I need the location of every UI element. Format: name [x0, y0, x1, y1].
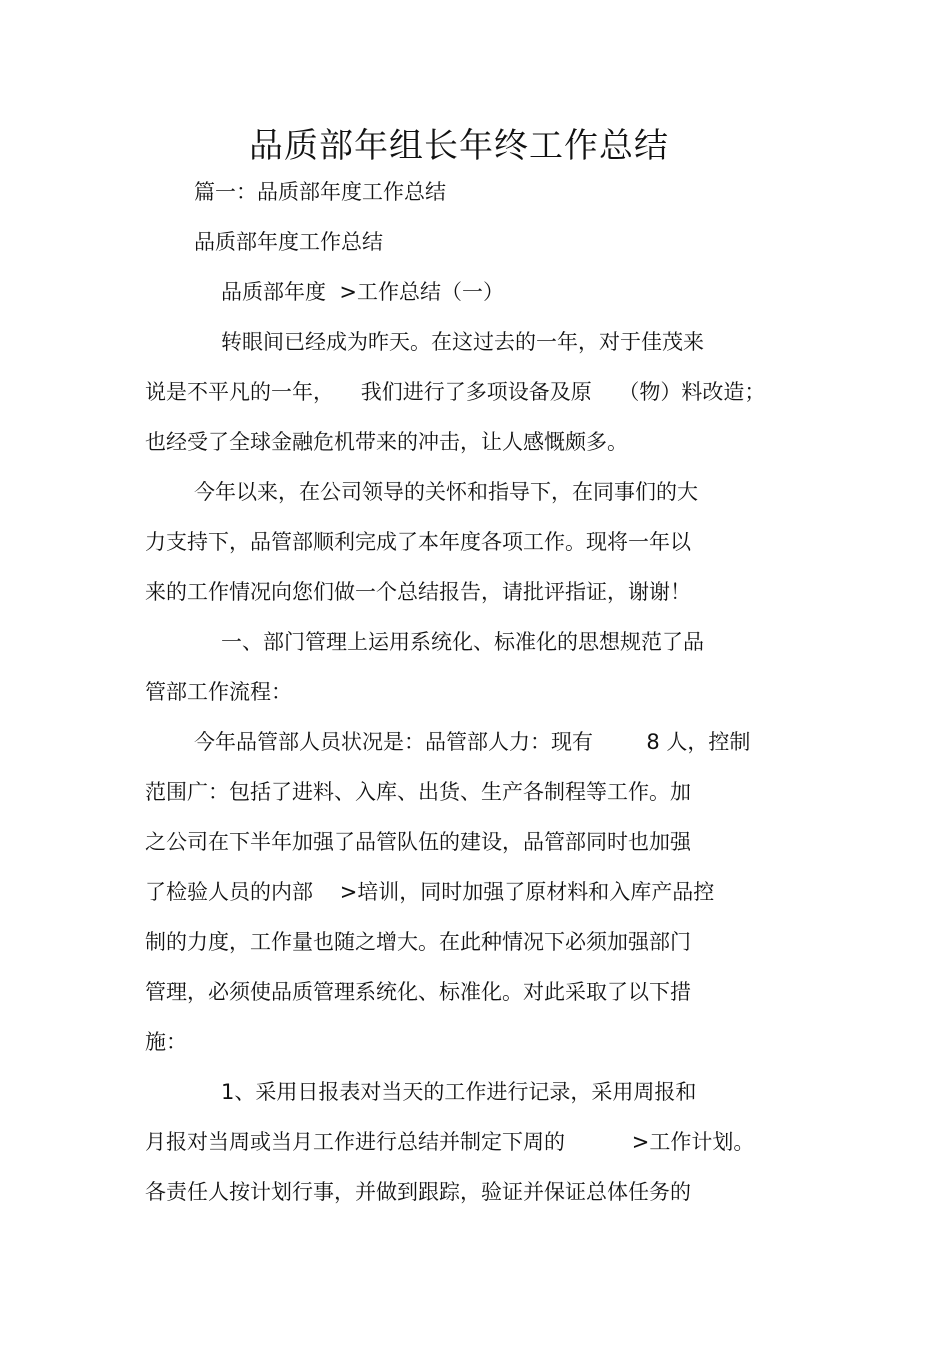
paragraph-line: 管理，必须使品质管理系统化、标准化。对此采取了以下措 [145, 980, 691, 1004]
paragraph-line: 今年品管部人员状况是：品管部人力：现有 8 人，控制 [194, 730, 751, 754]
paragraph-line: 月报对当周或当月工作进行总结并制定下周的 >工作计划。 [145, 1130, 755, 1154]
paragraph-line: 来的工作情况向您们做一个总结报告，请批评指证，谢谢！ [145, 580, 691, 604]
paragraph-line: 之公司在下半年加强了品管队伍的建设，品管部同时也加强 [145, 830, 691, 854]
paragraph-line: 范围广：包括了进料、入库、出货、生产各制程等工作。加 [145, 780, 691, 804]
paragraph-line: 品质部年度工作总结 [194, 230, 383, 254]
paragraph-line: 施： [145, 1030, 187, 1054]
paragraph-line: 说是不平凡的一年， 我们进行了多项设备及原 （物）料改造； [145, 380, 766, 404]
paragraph-line: 制的力度，工作量也随之增大。在此种情况下必须加强部门 [145, 930, 691, 954]
paragraph-line: 管部工作流程： [145, 680, 292, 704]
paragraph-line: 转眼间已经成为昨天。在这过去的一年，对于佳茂来 [221, 330, 704, 354]
paragraph-line: 一、部门管理上运用系统化、标准化的思想规范了品 [221, 630, 704, 654]
paragraph-line: 品质部年度 >工作总结（一） [221, 280, 504, 304]
paragraph-line: 今年以来，在公司领导的关怀和指导下，在同事们的大 [194, 480, 698, 504]
paragraph-line: 篇一：品质部年度工作总结 [194, 180, 446, 204]
document-title: 品质部年组长年终工作总结 [249, 126, 669, 166]
paragraph-line: 各责任人按计划行事，并做到跟踪，验证并保证总体任务的 [145, 1180, 691, 1204]
paragraph-line: 了检验人员的内部 >培训，同时加强了原材料和入库产品控 [145, 880, 715, 904]
paragraph-line: 力支持下，品管部顺利完成了本年度各项工作。现将一年以 [145, 530, 691, 554]
paragraph-line: 1、采用日报表对当天的工作进行记录，采用周报和 [221, 1080, 697, 1104]
paragraph-line: 也经受了全球金融危机带来的冲击，让人感慨颇多。 [145, 430, 628, 454]
